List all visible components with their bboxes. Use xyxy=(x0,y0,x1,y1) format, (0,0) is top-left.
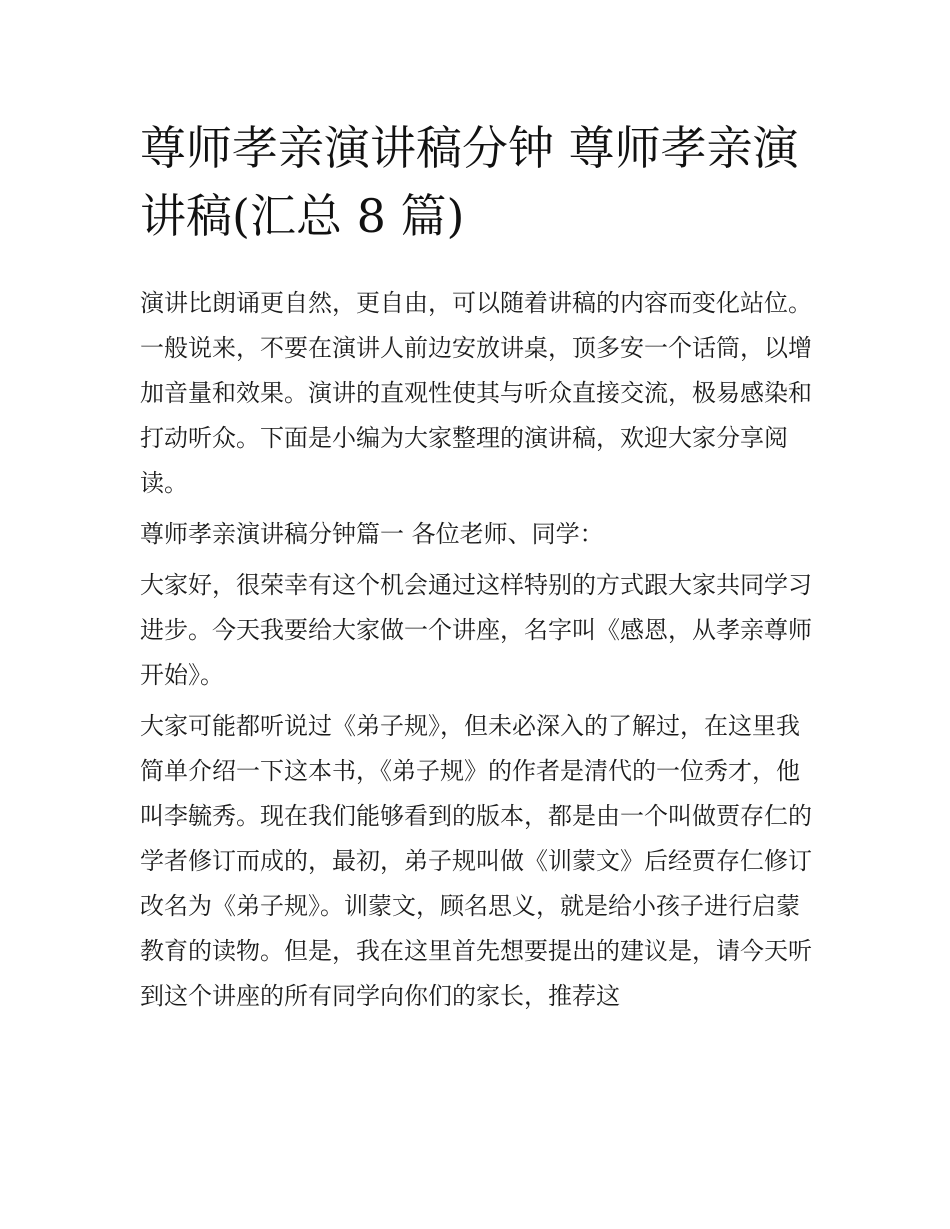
document-title: 尊师孝亲演讲稿分钟 尊师孝亲演讲稿(汇总 8 篇) xyxy=(140,121,799,243)
paragraph-intro: 演讲比朗诵更自然，更自由，可以随着讲稿的内容而变化站位。一般说来，不要在演讲人前边安放讲桌，顶多安一个话筒，以增加音量和效果。演讲的直观性使其与听众直接交流，极易感染和打动听众。下面是小编为大家整理的演讲稿，欢迎大家分享阅读。 xyxy=(140,289,812,497)
paragraph-dizigui: 大家可能都听说过《弟子规》，但未必深入的了解过，在这里我简单介绍一下这本书，《弟子规》的作者是清代的一位秀才，他叫李毓秀。现在我们能够看到的版本，都是由一个叫做贾存仁的学者修订而成的，最初，弟子规叫做《训蒙文》后经贾存仁修订改名为《弟子规》。训蒙文，顾名思义，就是给小孩子进行启蒙教育的读物。但是，我在这里首先想要提出的建议是，请今天听到这个讲座的所有同学向你们的家长，推荐这 xyxy=(140,712,812,1010)
document-body xyxy=(140,281,820,1019)
paragraph-section-heading: 尊师孝亲演讲稿分钟篇一 各位老师、同学： xyxy=(140,520,604,548)
paragraph-greeting: 大家好，很荣幸有这个机会通过这样特别的方式跟大家共同学习进步。今天我要给大家做一个讲座，名字叫《感恩，从孝亲尊师开始》。 xyxy=(140,571,812,689)
